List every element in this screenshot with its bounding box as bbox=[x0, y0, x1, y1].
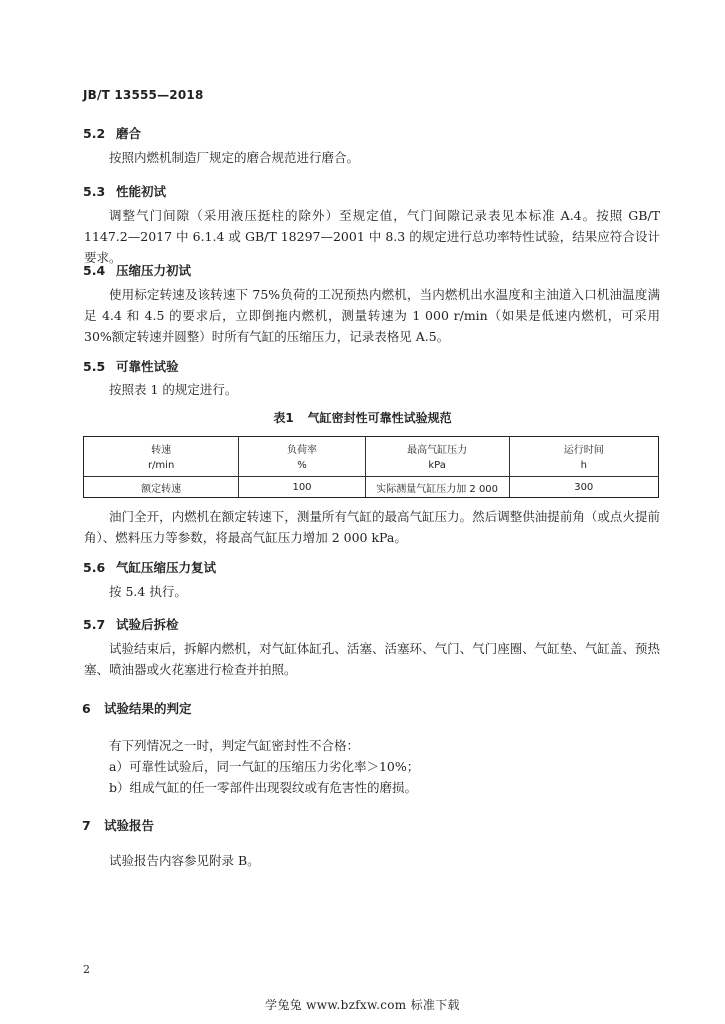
list-item-b: b）组成气缸的任一零部件出现裂纹或有危害性的磨损。 bbox=[109, 780, 418, 795]
page-number: 2 bbox=[83, 963, 90, 976]
section-number: 7 bbox=[82, 818, 91, 833]
section-number: 5.3 bbox=[83, 184, 106, 199]
section-number: 5.7 bbox=[83, 617, 106, 632]
section-number: 5.4 bbox=[83, 263, 106, 278]
section-heading-5-4 bbox=[83, 261, 191, 279]
paragraph: 试验结束后，拆解内燃机，对气缸体缸孔、活塞、活塞环、气门、气门座圈、气缸垫、气缸盖、预热塞、喷油器或火花塞进行检查并拍照。 bbox=[84, 641, 660, 677]
table-caption bbox=[0, 409, 725, 426]
table-cell: 额定转速 bbox=[84, 477, 239, 498]
section-title: 试验报告 bbox=[104, 818, 155, 833]
section-title: 磨合 bbox=[116, 126, 142, 141]
paragraph: 使用标定转速及该转速下 75%负荷的工况预热内燃机，当内燃机出水温度和主油道入口机油温度满足 4.4 和 4.5 的要求后，立即倒拖内燃机，测量转速为 1 000 r/min（如果是低速内燃机，可采用 30%额定转速并圆整）时所有气缸的压缩压力，记录表格见 A.5。 bbox=[84, 287, 660, 344]
unit-cell: % bbox=[239, 457, 366, 477]
header-cell: 转速 bbox=[84, 437, 239, 458]
section-number: 5.6 bbox=[83, 560, 106, 575]
paragraph: 按照内燃机制造厂规定的磨合规范进行磨合。 bbox=[109, 150, 360, 165]
table-title: 气缸密封性可靠性试验规范 bbox=[307, 411, 452, 425]
paragraph: 按照表 1 的规定进行。 bbox=[109, 382, 238, 397]
section-heading-7 bbox=[82, 816, 154, 834]
table-row bbox=[84, 477, 659, 498]
section-heading-5-3 bbox=[83, 182, 166, 200]
section-title: 可靠性试验 bbox=[116, 359, 179, 374]
section-title: 气缸压缩压力复试 bbox=[116, 560, 217, 575]
section-number: 5.5 bbox=[83, 359, 106, 374]
section-number: 6 bbox=[82, 701, 91, 716]
standard-number: JB/T 13555—2018 bbox=[83, 88, 204, 102]
section-heading-6 bbox=[82, 699, 192, 717]
header-cell: 最高气缸压力 bbox=[365, 437, 509, 458]
unit-cell: h bbox=[509, 457, 659, 477]
section-title: 试验结果的判定 bbox=[104, 701, 192, 716]
unit-cell: r/min bbox=[84, 457, 239, 477]
section-heading-5-7 bbox=[83, 615, 179, 633]
section-title: 试验后拆检 bbox=[116, 617, 179, 632]
header-cell: 负荷率 bbox=[239, 437, 366, 458]
paragraph: 有下列情况之一时，判定气缸密封性不合格： bbox=[109, 738, 360, 753]
section-number: 5.2 bbox=[83, 126, 106, 141]
paragraph: 油门全开，内燃机在额定转速下，测量所有气缸的最高气缸压力。然后调整供油提前角（或点火提前角）、燃料压力等参数，将最高气缸压力增加 2 000 kPa。 bbox=[84, 509, 660, 545]
section-title: 性能初试 bbox=[116, 184, 167, 199]
test-spec-table bbox=[83, 436, 659, 498]
table-cell: 100 bbox=[239, 477, 366, 498]
paragraph: 按 5.4 执行。 bbox=[109, 584, 187, 599]
section-title: 压缩压力初试 bbox=[116, 263, 192, 278]
section-heading-5-2 bbox=[83, 124, 141, 142]
section-heading-5-5 bbox=[83, 357, 179, 375]
unit-cell: kPa bbox=[365, 457, 509, 477]
site-footer: 学兔兔 www.bzfxw.com 标准下载 bbox=[265, 998, 460, 1012]
paragraph: 试验报告内容参见附录 B。 bbox=[109, 853, 260, 868]
paragraph: 调整气门间隙（采用液压挺柱的除外）至规定值，气门间隙记录表见本标准 A.4。按照 GB/T 1147.2—2017 中 6.1.4 或 GB/T 18297—2001 中 8.3 的规定进行总功率特性试验，结果应符合设计要求。 bbox=[84, 208, 660, 265]
table-cell: 300 bbox=[509, 477, 659, 498]
section-heading-5-6 bbox=[83, 558, 216, 576]
list-item-a: a）可靠性试验后，同一气缸的压缩压力劣化率＞10%； bbox=[109, 759, 420, 774]
header-cell: 运行时间 bbox=[509, 437, 659, 458]
table-cell: 实际测量气缸压力加 2 000 bbox=[365, 477, 509, 498]
table-header-row bbox=[84, 437, 659, 458]
table-unit-row bbox=[84, 457, 659, 477]
table-number: 表1 bbox=[273, 411, 294, 425]
